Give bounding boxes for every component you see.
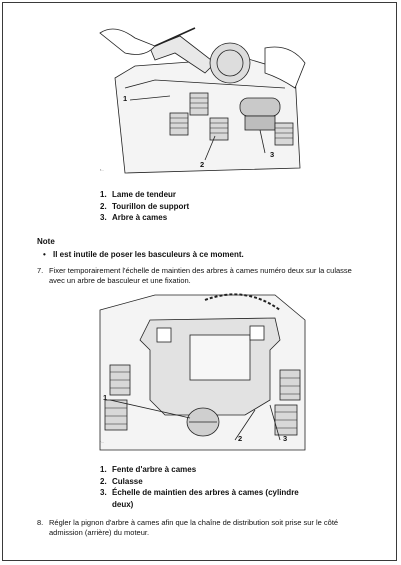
legend-item [100,189,302,201]
legend-text: Culasse [112,476,143,486]
legend-text: Arbre à cames [112,213,168,222]
step-number: 8. [37,518,44,527]
legend-num: 2. [100,201,107,211]
legend-text: Tourillon de support [112,201,190,211]
legend-num: 2. [100,476,107,486]
legend-num: 1. [100,190,107,199]
legend-num: 3. [100,488,107,497]
step-text: Régler la pignon d'arbre à cames afin que la chaîne de distribution soit prise sur le côté admission (arrière) du moteur. [49,518,339,537]
figure-tensioner-camshaft [95,18,310,180]
legend-num: 3. [100,213,107,222]
engine-illustration-1 [95,18,310,180]
legend-figure-2 [100,464,302,510]
step-8 [37,518,364,538]
callout-2: 2 [200,160,205,169]
legend-item [100,464,302,476]
legend-item [100,476,302,488]
legend-text: Fente d'arbre à cames [112,465,197,474]
legend-num: 1. [100,465,107,474]
callout-1: 1 [103,393,108,402]
step-7 [37,266,364,286]
step-number: 7. [37,266,44,275]
legend-text: Échelle de maintien des arbres à cames (cylindre deux) [112,488,299,509]
note-item [43,250,244,259]
legend-item [100,487,302,510]
bullet-icon: • [43,250,46,259]
figure-code: r... [100,440,104,444]
callout-2: 2 [238,434,243,443]
figure-camshaft-ladder [95,290,310,452]
legend-figure-1 [100,189,302,224]
engine-illustration-2 [95,290,310,452]
callout-1: 1 [123,94,128,103]
callout-3: 3 [283,434,288,443]
legend-text: Lame de tendeur [112,190,177,199]
legend-item [100,201,302,213]
callout-3: 3 [270,150,275,159]
step-text: Fixer temporairement l'échelle de maintien des arbres à cames numéro deux sur la culasse avec un arbre de basculeur et une fixation. [49,266,352,285]
note-title: Note [37,237,55,246]
figure-code: r... [100,168,104,172]
note-text: Il est inutile de poser les basculeurs à ce moment. [53,250,244,259]
legend-item [100,212,302,224]
